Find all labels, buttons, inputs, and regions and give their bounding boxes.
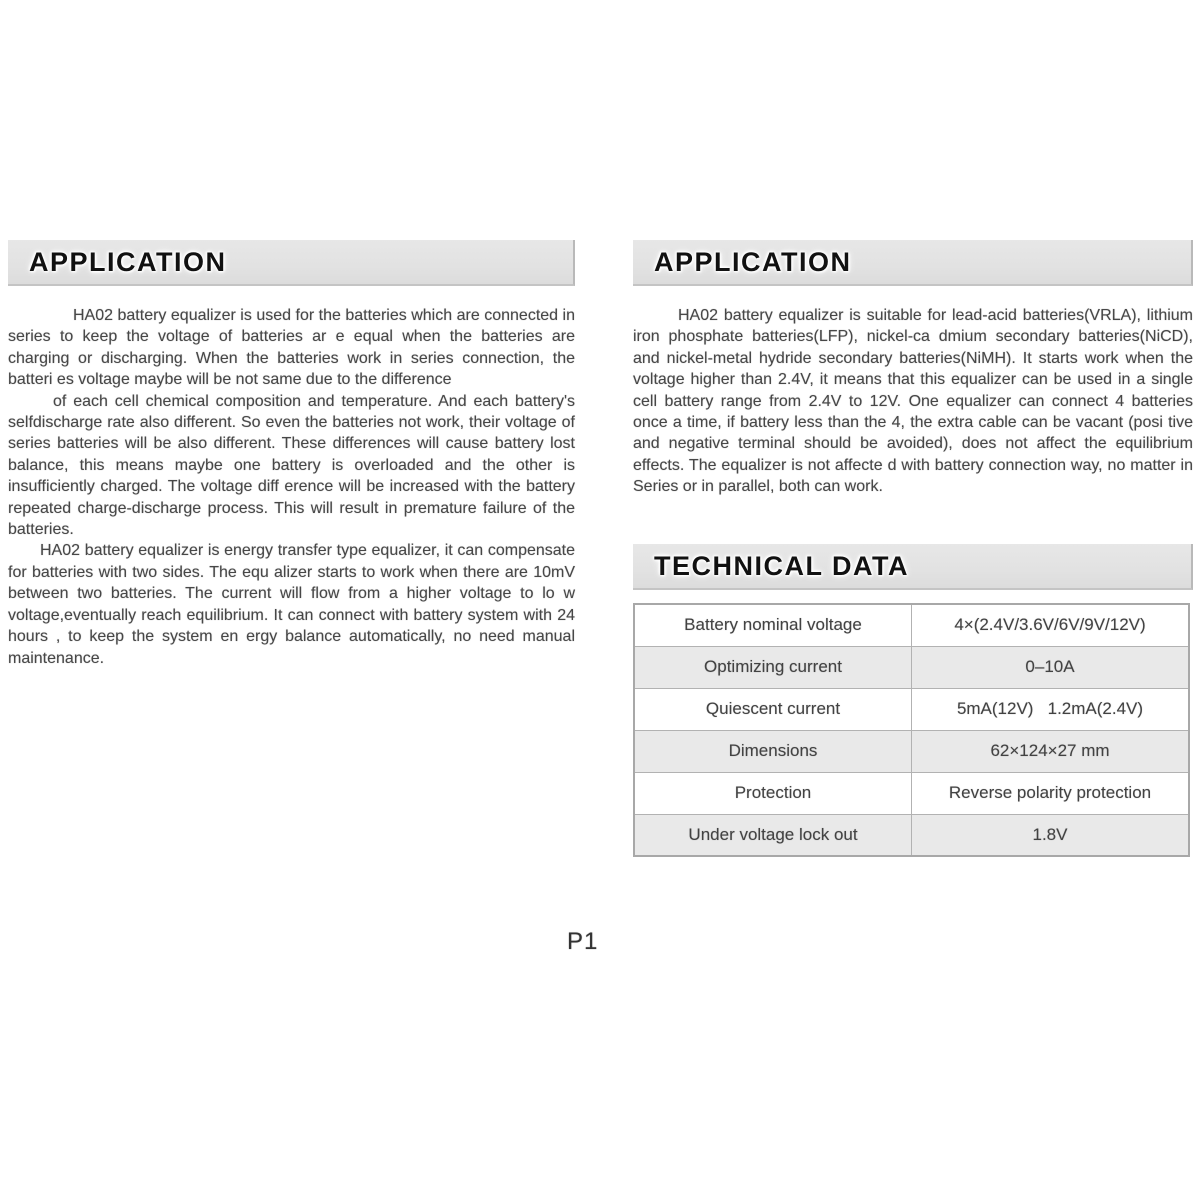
section-title: APPLICATION <box>29 246 227 277</box>
left-column-body <box>8 305 575 669</box>
section-title: APPLICATION <box>654 246 852 277</box>
paragraph: HA02 battery equalizer is suitable for lead-acid batteries(VRLA), lithium iron phosphate batteries(LFP), nickel-ca dmium secondary batteries(NiCD), and nickel-metal hydride secondary batteries(NiMH). It starts work when the voltage higher than 2.4V, it means that this equalizer can be used in a single cell battery range from 2.4V to 12V. One equalizer can connect 4 batteries once a time, if battery less than the 4, the extra cable can be vacant (posi tive and negative terminal should be avoided), does not affect the equilibrium effects. The equalizer is not affecte d with battery connection way, no matter in Series or in parallel, both can work. <box>633 307 1193 496</box>
spec-label: Under voltage lock out <box>634 814 912 856</box>
table-row <box>634 814 1189 856</box>
technical-data-section-header <box>633 544 1193 590</box>
spec-value: 4×(2.4V/3.6V/6V/9V/12V) <box>912 604 1190 646</box>
application-section-header-left <box>8 240 575 286</box>
technical-data-table <box>633 603 1190 857</box>
spec-label: Optimizing current <box>634 646 912 688</box>
table-row <box>634 772 1189 814</box>
paragraph: HA02 battery equalizer is energy transfer type equalizer, it can compensate for batteries with two sides. The equ alizer starts to work when there are 10mV between two batteries. The current will flow from a higher voltage to lo w voltage,eventually reach equilibrium. It can connect with battery system with 24 hours , to keep the system en ergy balance automatically, no need manual maintenance. <box>8 542 575 667</box>
paragraph: of each cell chemical composition and temperature. And each battery's selfdischarge rate also different. So even the batteries not work, their voltage of series batteries will be also different. These differences will cause battery lost balance, this means maybe one battery is overloaded and the other is insufficiently charged. The voltage diff erence will be increased with the battery repeated charge-discharge process. This will result in premature failure of the batteries. <box>8 392 575 539</box>
spec-label: Battery nominal voltage <box>634 604 912 646</box>
spec-value: 62×124×27 mm <box>912 730 1190 772</box>
table-row <box>634 688 1189 730</box>
spec-label: Dimensions <box>634 730 912 772</box>
spec-value: 1.8V <box>912 814 1190 856</box>
table-row <box>634 604 1189 646</box>
section-title: TECHNICAL DATA <box>654 550 909 581</box>
right-column <box>633 240 1193 844</box>
spec-label: Protection <box>634 772 912 814</box>
application-section-header-right <box>633 240 1193 286</box>
right-column-body <box>633 305 1193 498</box>
spec-value: Reverse polarity protection <box>912 772 1190 814</box>
page-number: P1 <box>567 928 599 955</box>
table-row <box>634 646 1189 688</box>
table-row <box>634 730 1189 772</box>
left-column <box>8 240 575 669</box>
spec-label: Quiescent current <box>634 688 912 730</box>
paragraph: HA02 battery equalizer is used for the batteries which are connected in series to keep the voltage of batteries ar e equal when the batteries are charging or discharging. When the batteries work in series connection, the batteri es voltage maybe will be not same due to the difference <box>8 307 575 389</box>
spec-value: 5mA(12V) 1.2mA(2.4V) <box>912 688 1190 730</box>
spec-value: 0–10A <box>912 646 1190 688</box>
